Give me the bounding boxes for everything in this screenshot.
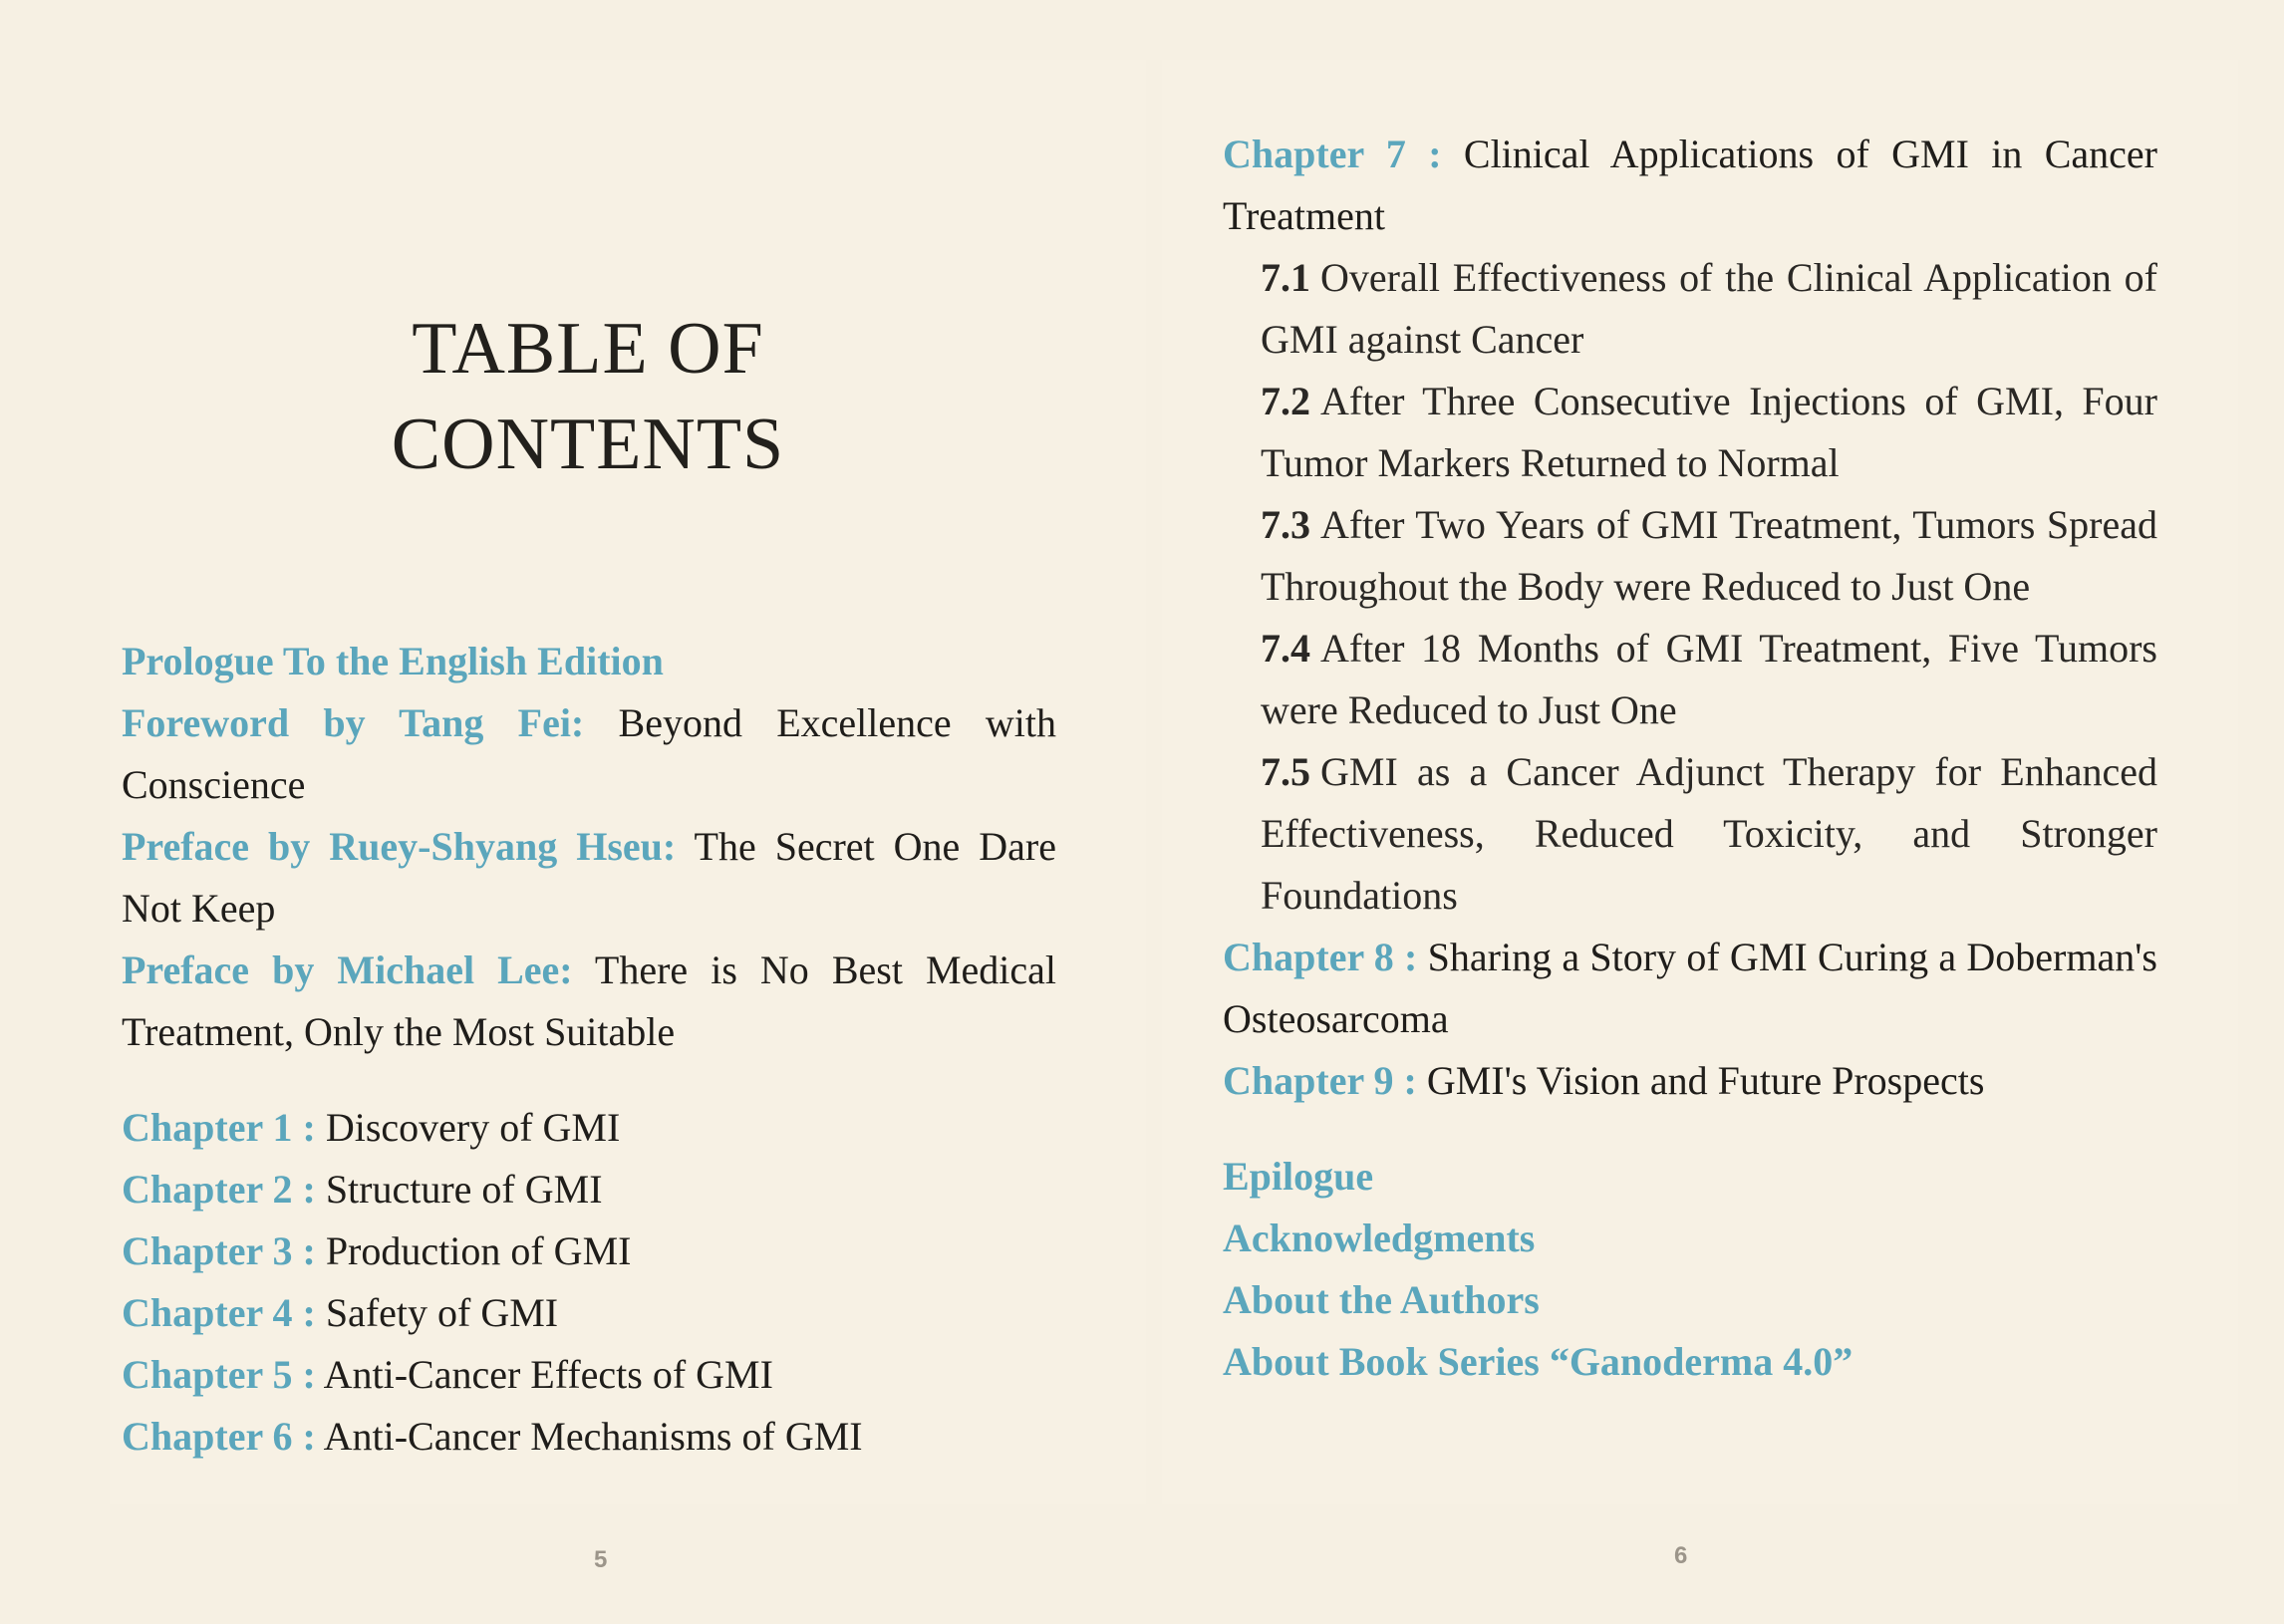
chapter-title: Safety of GMI: [325, 1290, 559, 1335]
toc-entry-section-7-5[interactable]: [1223, 741, 2157, 927]
toc-list-right: [1223, 124, 2157, 1393]
toc-entry-preface-lee[interactable]: [122, 940, 1056, 1063]
chapter-label: Chapter 2 :: [122, 1167, 316, 1212]
title-line-2: CONTENTS: [391, 404, 785, 485]
toc-entry-chapter-4[interactable]: [122, 1282, 1056, 1344]
toc-list-left: [122, 631, 1056, 1468]
toc-entry-about-book-series[interactable]: [1223, 1331, 2157, 1393]
toc-entry-label: Foreword by Tang Fei:: [122, 700, 585, 745]
chapter-title: Sharing a Story of GMI Curing a Doberman's Osteosarcoma: [1223, 935, 2157, 1041]
toc-entry-chapter-6[interactable]: [122, 1406, 1056, 1468]
toc-entry-prologue[interactable]: [122, 631, 1056, 692]
chapter-label: Chapter 8 :: [1223, 935, 1418, 979]
section-title: After Two Years of GMI Treatment, Tumors Spread Throughout the Body were Reduced to Just One: [1261, 502, 2157, 609]
chapter-label: Chapter 6 :: [122, 1414, 316, 1459]
section-title: Overall Effectiveness of the Clinical Application of GMI against Cancer: [1261, 255, 2157, 362]
chapter-label: Chapter 5 :: [122, 1352, 316, 1397]
toc-entry-chapter-7[interactable]: [1223, 124, 2157, 247]
section-number: 7.1: [1261, 255, 1310, 300]
toc-entry-acknowledgments[interactable]: [1223, 1208, 2157, 1269]
toc-entry-about-authors[interactable]: [1223, 1269, 2157, 1331]
chapter-label: Chapter 1 :: [122, 1105, 316, 1150]
chapter-label: Chapter 7 :: [1223, 132, 1442, 176]
page-number: 5: [594, 1546, 608, 1573]
chapter-label: Chapter 4 :: [122, 1290, 316, 1335]
toc-entry-chapter-2[interactable]: [122, 1159, 1056, 1220]
toc-entry-section-7-3[interactable]: [1223, 494, 2157, 618]
title-line-1: TABLE OF: [412, 308, 764, 390]
toc-entry-text: There is No Best Medical Treatment, Only the Most Suitable: [122, 947, 1057, 1054]
section-number: 7.4: [1261, 626, 1310, 671]
toc-entry-foreword[interactable]: [122, 692, 1056, 816]
toc-entry-chapter-9[interactable]: [1223, 1050, 2157, 1112]
toc-entry-epilogue[interactable]: [1223, 1146, 2157, 1208]
back-matter-label: Acknowledgments: [1223, 1216, 1536, 1260]
toc-entry-label: Preface by Ruey-Shyang Hseu:: [122, 824, 677, 869]
chapter-label: Chapter 3 :: [122, 1228, 316, 1273]
chapter-title: GMI's Vision and Future Prospects: [1426, 1058, 1985, 1103]
section-number: 7.5: [1261, 749, 1310, 794]
toc-entry-preface-hseu[interactable]: [122, 816, 1056, 940]
toc-entry-chapter-5[interactable]: [122, 1344, 1056, 1406]
section-title: After 18 Months of GMI Treatment, Five Tumors were Reduced to Just One: [1261, 626, 2157, 732]
chapter-title: Anti-Cancer Effects of GMI: [323, 1352, 773, 1397]
section-title: After Three Consecutive Injections of GMI, Four Tumor Markers Returned to Normal: [1261, 379, 2157, 485]
toc-entry-section-7-4[interactable]: [1223, 618, 2157, 741]
page-title: [120, 301, 1056, 492]
toc-entry-chapter-8[interactable]: [1223, 927, 2157, 1050]
toc-entry-text: The Secret One Dare Not Keep: [122, 824, 1056, 931]
chapter-label: Chapter 9 :: [1223, 1058, 1417, 1103]
page-number: 6: [1674, 1542, 1688, 1569]
chapter-title: Production of GMI: [325, 1228, 632, 1273]
back-matter-label: About the Authors: [1223, 1277, 1540, 1322]
section-number: 7.3: [1261, 502, 1310, 547]
section-title: GMI as a Cancer Adjunct Therapy for Enhanced Effectiveness, Reduced Toxicity, and Stronger Foundations: [1261, 749, 2157, 918]
toc-entry-label: Preface by Michael Lee:: [122, 947, 573, 992]
toc-entry-chapter-3[interactable]: [122, 1220, 1056, 1282]
chapter-title: Anti-Cancer Mechanisms of GMI: [323, 1414, 863, 1459]
chapter-title: Discovery of GMI: [325, 1105, 621, 1150]
toc-entry-label: Prologue To the English Edition: [122, 639, 664, 683]
toc-entry-text: Beyond Excellence with Conscience: [122, 700, 1056, 807]
back-matter-label: Epilogue: [1223, 1154, 1374, 1199]
toc-entry-chapter-1[interactable]: [122, 1097, 1056, 1159]
chapter-title: Structure of GMI: [325, 1167, 603, 1212]
toc-entry-section-7-2[interactable]: [1223, 371, 2157, 494]
toc-entry-section-7-1[interactable]: [1223, 247, 2157, 371]
chapter-title: Clinical Applications of GMI in Cancer Treatment: [1223, 132, 2157, 238]
back-matter-label: About Book Series “Ganoderma 4.0”: [1223, 1339, 1854, 1384]
section-number: 7.2: [1261, 379, 1310, 423]
